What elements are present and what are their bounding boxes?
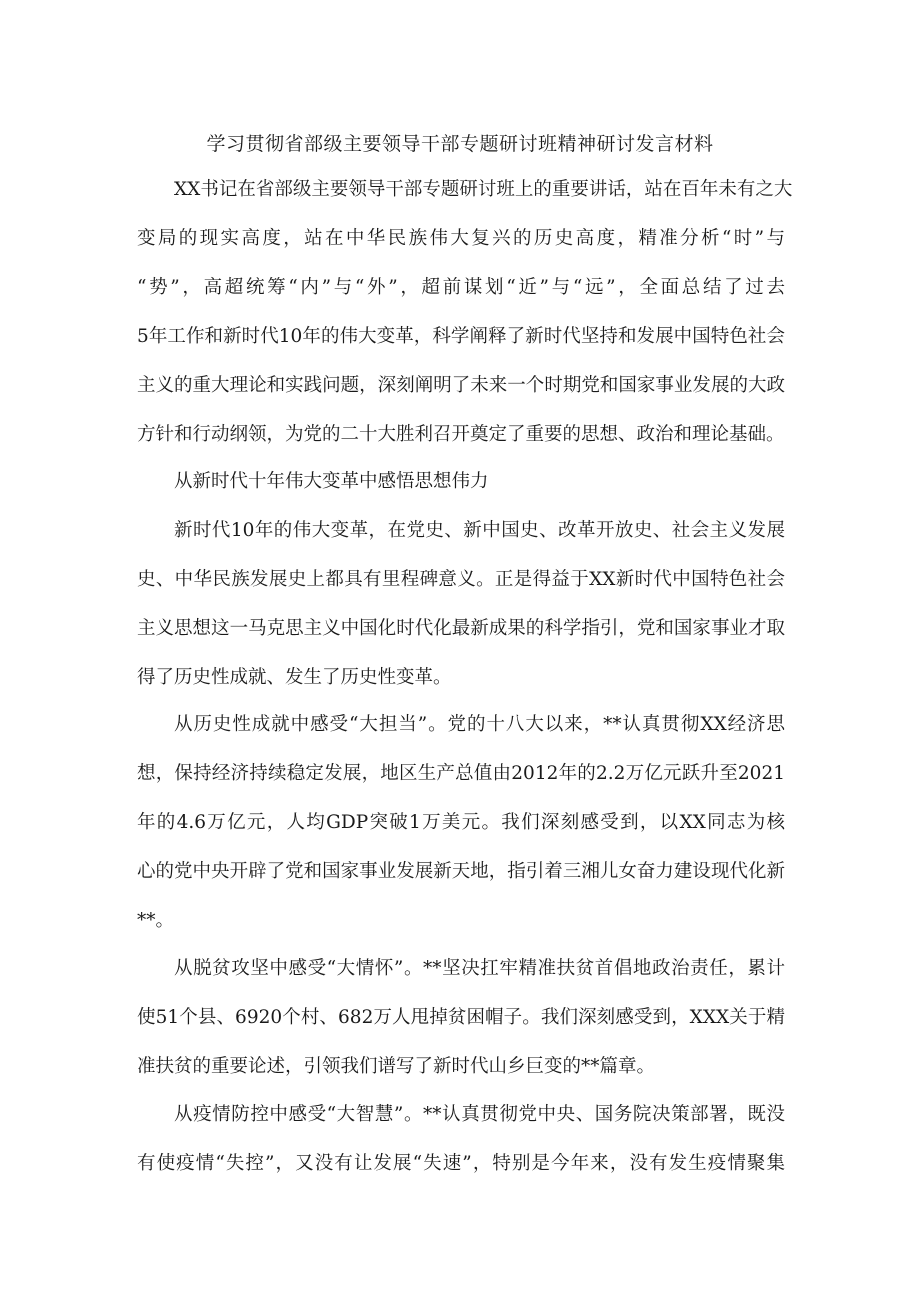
paragraph-epidemic-control (137, 1090, 785, 1188)
paragraph-great-change (137, 506, 785, 702)
text-line: 从脱贫攻坚中感受“大情怀”。**坚决扛牢精准扶贫首倡地政治责任，累计 (174, 958, 785, 979)
text-line: 心的党中央开辟了党和国家事业发展新天地，指引着三湘儿女奋力建设现代化新 (137, 861, 785, 882)
text-line: 想，保持经济持续稳定发展，地区生产总值由2012年的2.2万亿元跃升至2021 (137, 763, 785, 784)
text-line: 变局的现实高度，站在中华民族伟大复兴的历史高度，精准分析“时”与 (137, 228, 785, 249)
text-line: 准扶贫的重要论述，引领我们谱写了新时代山乡巨变的**篇章。 (137, 1056, 656, 1077)
document-title: 学习贯彻省部级主要领导干部专题研讨班精神研讨发言材料 (206, 133, 714, 155)
text-line: 主义的重大理论和实践问题，深刻阐明了未来一个时期党和国家事业发展的大政 (137, 375, 785, 396)
paragraph-poverty-alleviation (137, 944, 785, 1091)
paragraph-historic-achievement (137, 700, 785, 945)
text-line: 从疫情防控中感受“大智慧”。**认真贯彻党中央、国务院决策部署，既没 (174, 1104, 785, 1125)
text-line: 有使疫情“失控”，又没有让发展“失速”，特别是今年来，没有发生疫情聚集 (137, 1153, 785, 1174)
text-line: XX书记在省部级主要领导干部专题研讨班上的重要讲话，站在百年未有之大 (174, 179, 793, 200)
text-line: 主义思想这一马克思主义中国化时代化最新成果的科学指引，党和国家事业才取 (137, 618, 785, 639)
text-line: 史、中华民族发展史上都具有里程碑意义。正是得益于XX新时代中国特色社会 (137, 569, 785, 590)
text-line: “势”，高超统筹“内”与“外”，超前谋划“近”与“远”，全面总结了过去 (137, 277, 785, 298)
section-heading: 从新时代十年伟大变革中感悟思想伟力 (174, 471, 489, 492)
text-line: 从历史性成就中感受“大担当”。党的十八大以来，**认真贯彻XX经济思 (174, 714, 785, 735)
text-line: **。 (137, 910, 175, 931)
text-line: 使51个县、6920个村、682万人甩掉贫困帽子。我们深刻感受到，XXX关于精 (137, 1007, 785, 1028)
text-line: 5年工作和新时代10年的伟大变革，科学阐释了新时代坚持和发展中国特色社会 (137, 326, 785, 347)
text-line: 得了历史性成就、发生了历史性变革。 (137, 667, 452, 688)
paragraph-intro (137, 165, 793, 459)
text-line: 新时代10年的伟大变革，在党史、新中国史、改革开放史、社会主义发展 (174, 520, 785, 541)
text-line: 年的4.6万亿元，人均GDP突破1万美元。我们深刻感受到，以XX同志为核 (137, 812, 785, 833)
text-line: 方针和行动纲领，为党的二十大胜利召开奠定了重要的思想、政治和理论基础。 (137, 424, 785, 445)
